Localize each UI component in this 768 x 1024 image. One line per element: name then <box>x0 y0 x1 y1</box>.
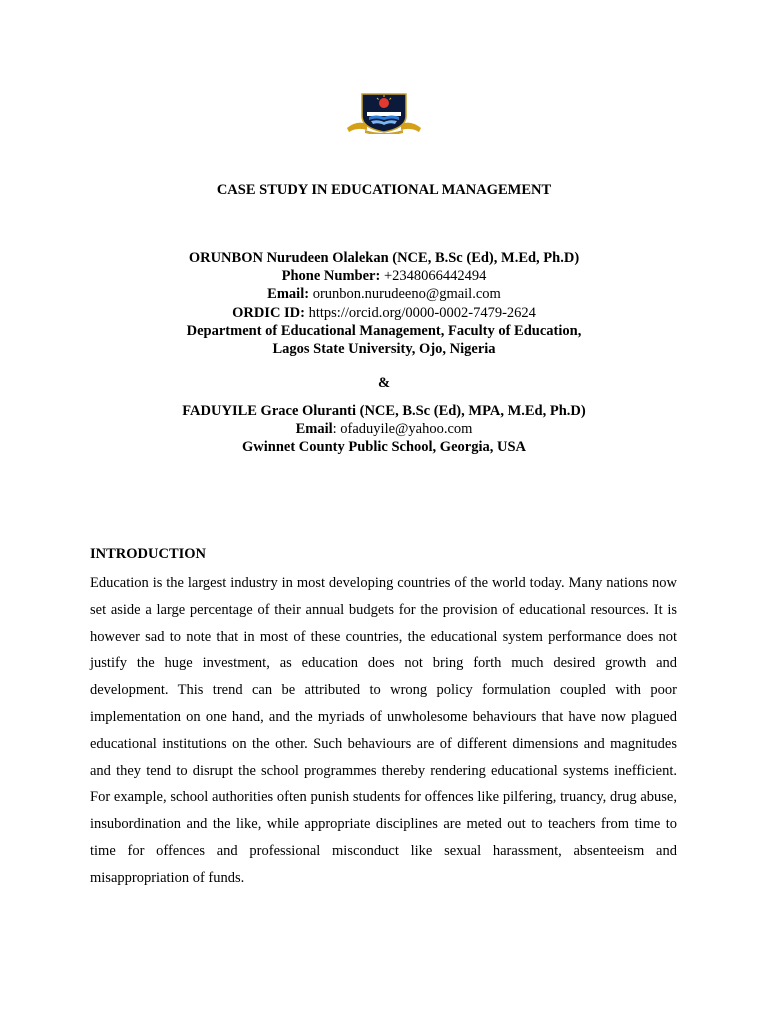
phone-value: +2348066442494 <box>383 268 487 285</box>
author-1-department: Department of Educational Management, Faculty of Education, <box>186 322 582 339</box>
email-value: : ofaduyile@yahoo.com <box>332 421 473 438</box>
introduction-paragraph: Education is the largest industry in most developing countries of the world today. Many nations now set aside a large percentage of their annual budgets for the provision of educational resources. It is however sad to note that in most of these countries, the educational system performance does not justify the huge investment, as education does not bring forth much desired growth and development. This trend can be attributed to wrong policy formulation coupled with poor implementation on one hand, and the myriads of unwholesome behaviours that have now plagued educational institutions on the other. Such behaviours are of different dimensions and magnitudes and they tend to disrupt the school programmes thereby rendering educational systems inefficient. For example, school authorities often punish students for offences like pilfering, truancy, drug abuse, insubordination and the like, while appropriate disciplines are meted out to teachers from time to time for offences and professional misconduct like sexual harassment, absenteeism and misappropriation of funds. <box>90 575 677 886</box>
phone-label: Phone Number: <box>281 268 381 285</box>
ordic-value: https://orcid.org/0000-0002-7479-2624 <box>308 304 536 321</box>
author-1-ordic <box>0 304 768 322</box>
email-value: orunbon.nurudeeno@gmail.com <box>312 286 501 303</box>
paper-title: CASE STUDY IN EDUCATIONAL MANAGEMENT <box>216 182 552 198</box>
author-1-block <box>0 249 768 358</box>
author-1-email <box>0 285 768 303</box>
author-1-university: Lagos State University, Ojo, Nigeria <box>272 341 496 358</box>
introduction-heading: INTRODUCTION <box>90 546 207 562</box>
author-2-affiliation: Gwinnet County Public School, Georgia, USA <box>242 439 526 456</box>
university-crest-logo <box>345 90 423 134</box>
ordic-label: ORDIC ID: <box>232 304 305 321</box>
author-1-name: ORUNBON Nurudeen Olalekan (NCE, B.Sc (Ed), M.Ed, Ph.D) <box>188 250 580 266</box>
author-1-phone <box>0 267 768 285</box>
email-label: Email: <box>267 286 310 303</box>
author-2-block <box>0 402 768 457</box>
ampersand-separator: & <box>377 375 391 391</box>
author-2-name: FADUYILE Grace Oluranti (NCE, B.Sc (Ed), MPA, M.Ed, Ph.D) <box>182 403 586 419</box>
author-2-email <box>0 420 768 438</box>
email-label: Email <box>295 421 333 438</box>
